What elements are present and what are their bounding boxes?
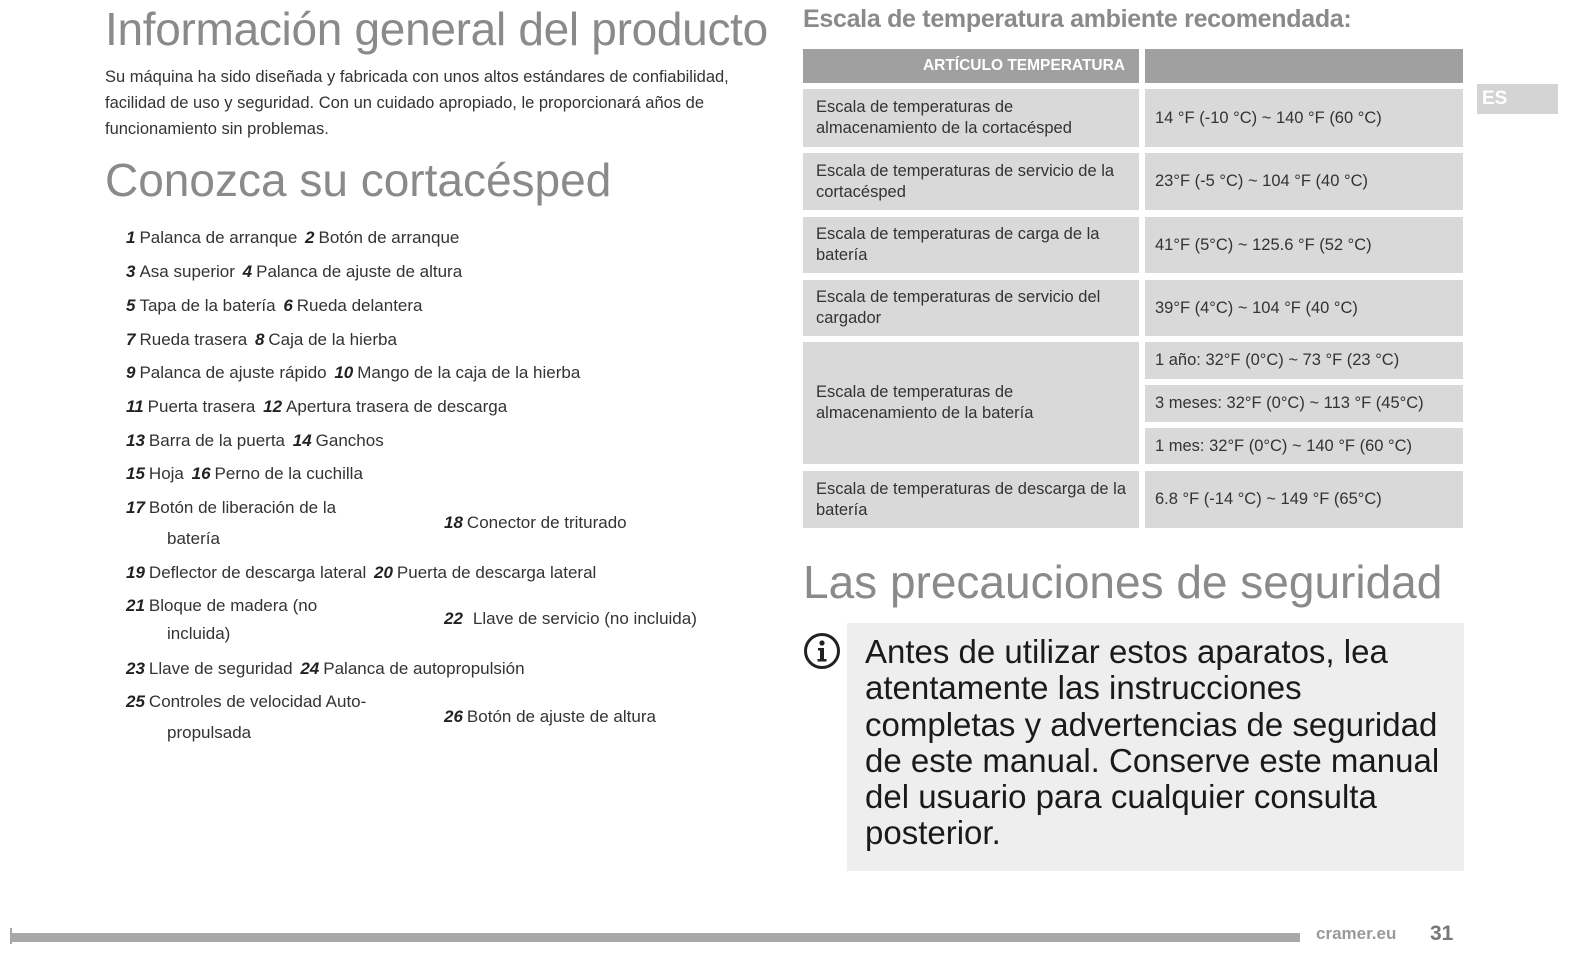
warning-text: Antes de utilizar estos aparatos, lea atentamente las instrucciones completas y advertencias de seguridad de este manual. Conserve este manual del usuario para cualquier consulta posterior. bbox=[865, 633, 1440, 852]
part-number: 25 bbox=[126, 692, 145, 711]
section-title-safety: Las precauciones de seguridad bbox=[803, 556, 1443, 608]
part-label: Botón de liberación de la bbox=[148, 498, 337, 517]
part-label: Palanca de arranque bbox=[139, 228, 298, 247]
table-header-item: ARTÍCULO TEMPERATURA bbox=[803, 49, 1139, 83]
part-number: 16 bbox=[191, 464, 211, 483]
table-cell-value: 1 año: 32°F (0°C) ~ 73 °F (23 °C) bbox=[1145, 342, 1463, 379]
part-number: 15 bbox=[126, 464, 145, 483]
part-number: 18 bbox=[444, 513, 463, 532]
part-label: Puerta de descarga lateral bbox=[396, 563, 597, 582]
part-number: 13 bbox=[126, 431, 145, 450]
part-number: 23 bbox=[126, 659, 145, 678]
temperature-title: Escala de temperatura ambiente recomendada: bbox=[803, 5, 1352, 33]
table-cell-label: Escala de temperaturas de almacenamiento de la batería bbox=[803, 342, 1139, 464]
part-number: 5 bbox=[126, 296, 136, 315]
table-cell-value: 14 °F (-10 °C) ~ 140 °F (60 °C) bbox=[1145, 89, 1463, 147]
part-number: 7 bbox=[126, 330, 136, 349]
part-label-continued: batería bbox=[167, 529, 220, 548]
part-number: 1 bbox=[126, 228, 136, 247]
part-label: Apertura trasera de descarga bbox=[286, 397, 508, 416]
page-number: 31 bbox=[1430, 922, 1454, 945]
part-number: 8 bbox=[254, 330, 265, 349]
part-label: Perno de la cuchilla bbox=[214, 464, 363, 483]
table-cell-label: Escala de temperaturas de servicio del cargador bbox=[803, 280, 1139, 336]
part-label: Palanca de autopropulsión bbox=[323, 659, 525, 678]
part-number: 21 bbox=[126, 596, 145, 615]
part-label-continued: incluida) bbox=[167, 624, 231, 643]
part-label: Mango de la caja de la hierba bbox=[357, 363, 581, 382]
part-number: 14 bbox=[292, 431, 312, 450]
table-cell-label: Escala de temperaturas de descarga de la batería bbox=[803, 471, 1139, 528]
part-label: Caja de la hierba bbox=[268, 330, 397, 349]
footer-site: cramer.eu bbox=[1316, 924, 1397, 943]
part-number: 10 bbox=[334, 363, 354, 382]
part-number: 26 bbox=[444, 707, 463, 726]
table-cell-value: 39°F (4°C) ~ 104 °F (40 °C) bbox=[1145, 280, 1463, 336]
intro-paragraph: Su máquina ha sido diseñada y fabricada con unos altos estándares de confiabilidad, facilidad de uso y seguridad. Con un cuidado apropiado, le proporcionará años de funcionamiento sin problemas. bbox=[105, 68, 729, 138]
part-number: 19 bbox=[126, 563, 145, 582]
part-number: 12 bbox=[263, 397, 283, 416]
info-circle-icon bbox=[803, 632, 841, 670]
part-label: Palanca de ajuste de altura bbox=[256, 262, 463, 281]
table-cell-value: 3 meses: 32°F (0°C) ~ 113 °F (45°C) bbox=[1145, 385, 1463, 422]
table-header-value bbox=[1145, 49, 1463, 83]
section-title-know-mower: Conozca su cortacésped bbox=[105, 154, 612, 206]
part-label: Rueda delantera bbox=[296, 296, 423, 315]
language-tab: ES bbox=[1477, 84, 1558, 114]
part-label: Deflector de descarga lateral bbox=[148, 563, 367, 582]
table-cell-value: 6.8 °F (-14 °C) ~ 149 °F (65°C) bbox=[1145, 471, 1463, 528]
part-label: Conector de triturado bbox=[466, 513, 627, 532]
part-number: 3 bbox=[126, 262, 136, 281]
table-cell-label: Escala de temperaturas de servicio de la cortacésped bbox=[803, 153, 1139, 210]
part-number: 24 bbox=[300, 659, 320, 678]
part-number: 17 bbox=[126, 498, 145, 517]
table-cell-label: Escala de temperaturas de carga de la batería bbox=[803, 217, 1139, 273]
part-number: 22 bbox=[444, 609, 463, 628]
page-title: Información general del producto bbox=[105, 3, 768, 55]
part-label: Barra de la puerta bbox=[148, 431, 286, 450]
part-number: 20 bbox=[374, 563, 393, 582]
part-label: Puerta trasera bbox=[147, 397, 256, 416]
part-label: Palanca de ajuste rápido bbox=[139, 363, 327, 382]
part-number: 11 bbox=[126, 397, 144, 416]
part-label: Hoja bbox=[148, 464, 184, 483]
part-label: Ganchos bbox=[315, 431, 384, 450]
part-label: Llave de seguridad bbox=[148, 659, 293, 678]
table-cell-value: 23°F (-5 °C) ~ 104 °F (40 °C) bbox=[1145, 153, 1463, 210]
footer-bar bbox=[10, 933, 1300, 942]
part-label: Llave de servicio (no incluida) bbox=[472, 609, 697, 628]
part-number: 6 bbox=[283, 296, 293, 315]
table-cell-label: Escala de temperaturas de almacenamiento de la cortacésped bbox=[803, 89, 1139, 147]
part-label: Tapa de la batería bbox=[139, 296, 276, 315]
part-label: Asa superior bbox=[139, 262, 235, 281]
part-label: Rueda trasera bbox=[139, 330, 248, 349]
table-cell-value: 41°F (5°C) ~ 125.6 °F (52 °C) bbox=[1145, 217, 1463, 273]
part-number: 9 bbox=[126, 363, 136, 382]
part-label: Bloque de madera (no bbox=[148, 596, 318, 615]
part-label-continued: propulsada bbox=[167, 723, 252, 742]
part-label: Botón de arranque bbox=[318, 228, 460, 247]
part-number: 4 bbox=[242, 262, 253, 281]
part-label: Botón de ajuste de altura bbox=[466, 707, 656, 726]
table-cell-value: 1 mes: 32°F (0°C) ~ 140 °F (60 °C) bbox=[1145, 428, 1463, 464]
part-number: 2 bbox=[305, 228, 315, 247]
part-label: Controles de velocidad Auto- bbox=[148, 692, 367, 711]
